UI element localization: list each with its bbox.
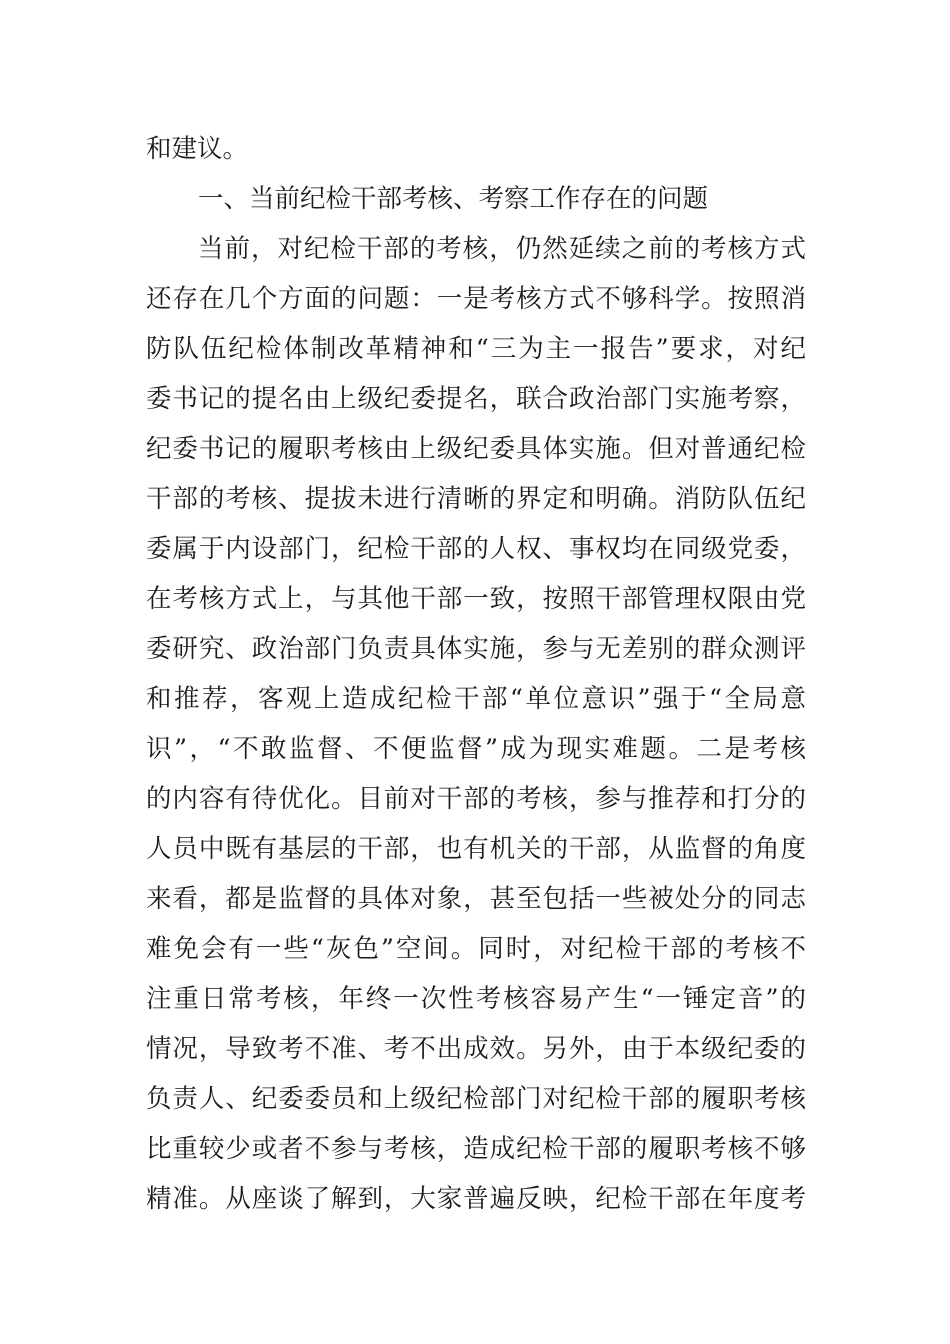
text-line: 和建议。 <box>146 134 249 164</box>
text-line: 情况，导致考不准、考不出成效。另外，由于本级纪委的 <box>146 1034 806 1064</box>
text-line: 难免会有一些“灰色”空间。同时，对纪检干部的考核不 <box>146 934 806 964</box>
text-line: 的内容有待优化。目前对干部的考核，参与推荐和打分的 <box>146 784 806 814</box>
text-line: 当前，对纪检干部的考核，仍然延续之前的考核方式 <box>198 234 806 264</box>
section-heading: 一、当前纪检干部考核、考察工作存在的问题 <box>198 184 709 214</box>
text-line: 识”，“不敢监督、不便监督”成为现实难题。二是考核 <box>146 734 806 764</box>
document-body <box>146 124 806 1224</box>
text-line: 比重较少或者不参与考核，造成纪检干部的履职考核不够 <box>146 1134 806 1164</box>
text-line: 来看，都是监督的具体对象，甚至包括一些被处分的同志 <box>146 884 806 914</box>
text-line: 和推荐，客观上造成纪检干部“单位意识”强于“全局意 <box>146 684 806 714</box>
text-line: 防队伍纪检体制改革精神和“三为主一报告”要求，对纪 <box>146 334 806 364</box>
text-line: 负责人、纪委委员和上级纪检部门对纪检干部的履职考核 <box>146 1084 806 1114</box>
text-line: 委属于内设部门，纪检干部的人权、事权均在同级党委， <box>146 534 806 564</box>
text-line: 委书记的提名由上级纪委提名，联合政治部门实施考察， <box>146 384 806 414</box>
text-line: 委研究、政治部门负责具体实施，参与无差别的群众测评 <box>146 634 806 664</box>
text-line: 还存在几个方面的问题：一是考核方式不够科学。按照消 <box>146 284 806 314</box>
text-line: 在考核方式上，与其他干部一致，按照干部管理权限由党 <box>146 584 806 614</box>
text-line: 人员中既有基层的干部，也有机关的干部，从监督的角度 <box>146 834 806 864</box>
text-line: 干部的考核、提拔未进行清晰的界定和明确。消防队伍纪 <box>146 484 806 514</box>
text-line: 纪委书记的履职考核由上级纪委具体实施。但对普通纪检 <box>146 434 806 464</box>
text-line: 精准。从座谈了解到，大家普遍反映，纪检干部在年度考 <box>146 1184 806 1214</box>
text-line: 注重日常考核，年终一次性考核容易产生“一锤定音”的 <box>146 984 806 1014</box>
